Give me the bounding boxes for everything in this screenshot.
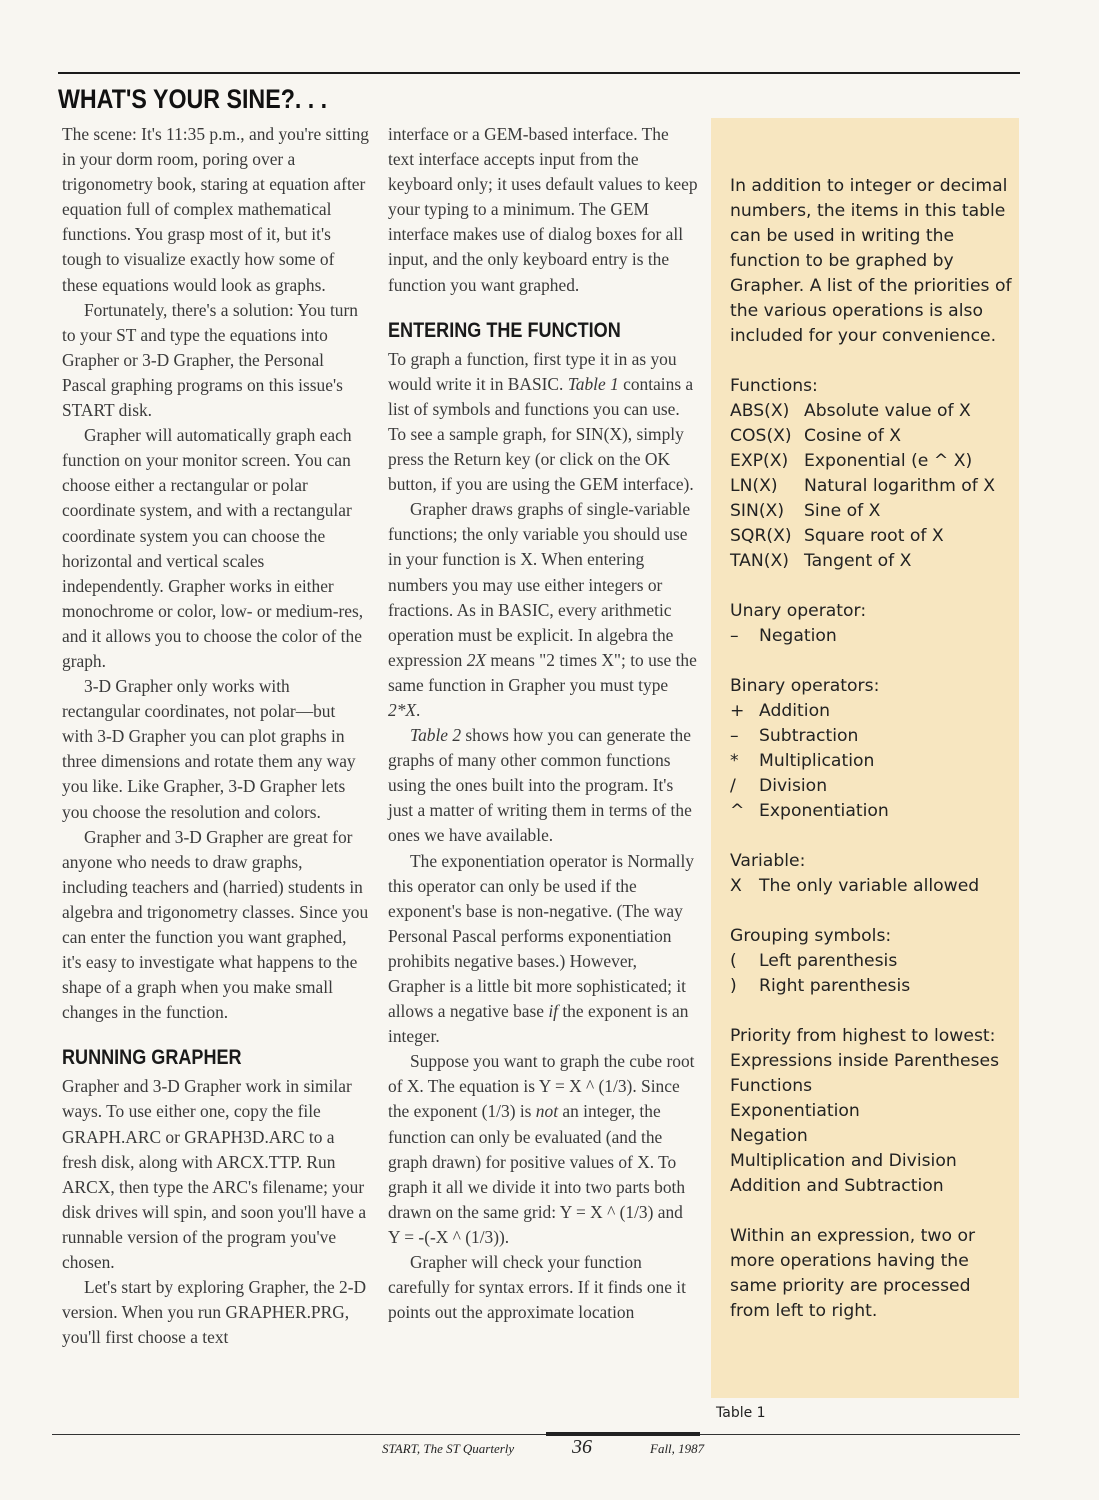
row-key: ) (730, 976, 737, 996)
grouping-label: Grouping symbols: (730, 926, 892, 946)
variable-symbol: X (730, 876, 742, 896)
binary-list (730, 699, 1015, 824)
row-description: Sine of X (804, 501, 881, 521)
row-description: Exponential (e ^ X) (804, 451, 973, 471)
row-key: – (730, 626, 739, 646)
table-row (730, 799, 1015, 824)
row-key: / (730, 776, 736, 796)
paragraph: The exponentiation operator is Normally this operator can only be used if the exponent's base is non-negative. (The way Personal Pascal performs exponentiation prohibits negative bases.) However, Grapher is a little bit more sophisticated; it allows a negative base if the exponent is an integer. (388, 850, 694, 1047)
priority-item: Exponentiation (730, 1101, 860, 1121)
priority-item: Addition and Subtraction (730, 1176, 944, 1196)
row-description: Addition (759, 701, 830, 721)
row-key: SQR(X) (730, 526, 792, 546)
row-key: TAN(X) (730, 551, 789, 571)
table-row (730, 749, 1015, 774)
table-row (730, 624, 1015, 649)
table-row (730, 449, 1015, 474)
paragraph: interface or a GEM-based interface. The text interface accepts input from the keyboard only; it uses default values to keep your typing to a minimum. The GEM interface makes use of dialog boxes for all input, and the only keyboard entry is the function you want graphed. (388, 124, 698, 295)
table-1-content (730, 174, 1015, 1324)
table-row (730, 474, 1015, 499)
functions-list (730, 399, 1015, 574)
variable-label: Variable: (730, 851, 806, 871)
row-description: Multiplication (759, 751, 875, 771)
row-description: Division (759, 776, 828, 796)
unary-list (730, 624, 1015, 649)
page-number: 36 (572, 1436, 592, 1458)
paragraph: Grapher and 3-D Grapher are great for anyone who needs to draw graphs, including teachers and (harried) students in algebra and trigonometry classes. Since you can enter the function you want graphed, it's easy to investigate what happens to the shape of a graph when you make small changes in the function. (62, 826, 369, 1023)
table-intro: In addition to integer or decimal numbers, the items in this table can be used in writing the function to be graphed by Grapher. A list of the priorities of the various operations is also included for your convenience. (730, 176, 1012, 346)
paragraph: Grapher will automatically graph each function on your monitor screen. You can choose either a rectangular or polar coordinate system, and with a rectangular coordinate system you can choose the horizontal and vertical scales independently. Grapher works in either monochrome or color, low- or medium-res, and it allows you to choose the color of the graph. (62, 425, 364, 671)
table-row (730, 499, 1015, 524)
variable-row (730, 874, 1015, 899)
table-row (730, 524, 1015, 549)
variable-description: The only variable allowed (759, 876, 980, 896)
table-row (730, 949, 1015, 974)
text-column-1 (62, 122, 370, 1350)
row-key: LN(X) (730, 476, 778, 496)
table-row (730, 974, 1015, 999)
row-description: Right parenthesis (759, 976, 911, 996)
row-description: Subtraction (759, 726, 859, 746)
paragraph: Grapher draws graphs of single-variable functions; the only variable you should use in your function is X. When entering numbers you may use either integers or fractions. As in BASIC, every arithmetic operation must be explicit. In algebra the expression 2X means "2 times X"; to use the same function in Grapher you must type 2*X. (388, 499, 697, 720)
priority-item: Functions (730, 1076, 813, 1096)
priority-label: Priority from highest to lowest: (730, 1026, 996, 1046)
grouping-list (730, 949, 1015, 999)
priority-item: Multiplication and Division (730, 1151, 957, 1171)
paragraph: Grapher will check your function carefully for syntax errors. If it finds one it points out the approximate location (388, 1252, 686, 1323)
table-row (730, 399, 1015, 424)
row-key: * (730, 751, 739, 771)
paragraph: 3-D Grapher only works with rectangular coordinates, not polar—but with 3-D Grapher you can plot graphs in three dimensions and rotate them any way you like. Like Grapher, 3-D Grapher lets you choose the resolution and colors. (62, 676, 356, 822)
table-row (730, 424, 1015, 449)
row-key: ( (730, 951, 737, 971)
top-rule (58, 72, 1020, 74)
article-title: WHAT'S YOUR SINE?. . . (58, 84, 328, 114)
priority-item: Negation (730, 1126, 808, 1146)
row-key: COS(X) (730, 426, 792, 446)
footer-rule-accent (546, 1432, 700, 1436)
text-column-2 (388, 122, 698, 1325)
row-description: Negation (759, 626, 837, 646)
row-description: Cosine of X (804, 426, 901, 446)
row-description: Square root of X (804, 526, 944, 546)
footer-publication: START, The ST Quarterly (382, 1441, 515, 1456)
table-caption: Table 1 (716, 1405, 766, 1421)
priority-list (730, 1049, 1015, 1199)
priority-item: Expressions inside Parentheses (730, 1051, 1000, 1071)
paragraph: Table 2 shows how you can generate the graphs of many other common functions using the ones built into the program. It's just a matter of writing them in terms of the ones we have available. (388, 725, 692, 846)
paragraph: Let's start by exploring Grapher, the 2-D version. When you run GRAPHER.PRG, you'll first choose a text (62, 1277, 367, 1348)
row-description: Absolute value of X (804, 401, 971, 421)
paragraph: Suppose you want to graph the cube root of X. The equation is Y = X ^ (1/3). Since the exponent (1/3) is not an integer, the function can only be evaluated (and the graph drawn) for positive values of X. To graph it all we divide it into two parts both drawn on the same grid: Y = X ^ (1/3) and Y = -(-X ^ (1/3)). (388, 1051, 695, 1247)
table-row (730, 724, 1015, 749)
footer-rule (52, 1434, 1020, 1435)
row-description: Left parenthesis (759, 951, 898, 971)
row-key: EXP(X) (730, 451, 789, 471)
paragraph: The scene: It's 11:35 p.m., and you're sitting in your dorm room, poring over a trigonometry book, staring at equation after equation full of complex mathematical functions. You grasp most of it, but it's tough to visualize exactly how some of these equations would look as graphs. (62, 124, 370, 295)
row-description: Natural logarithm of X (804, 476, 996, 496)
paragraph: To graph a function, first type it in as you would write it in BASIC. Table 1 contains a list of symbols and functions you can use. To see a sample graph, for SIN(X), simply press the Return key (or click on the OK button, if you are using the GEM interface). (388, 348, 694, 495)
row-key: – (730, 726, 739, 746)
row-description: Exponentiation (759, 801, 889, 821)
footer-date: Fall, 1987 (650, 1441, 705, 1456)
section-heading: RUNNING GRAPHER (62, 1046, 242, 1070)
table-closing-note: Within an expression, two or more operations having the same priority are processed from left to right. (730, 1226, 976, 1321)
row-description: Tangent of X (804, 551, 912, 571)
paragraph: Grapher and 3-D Grapher work in similar ways. To use either one, copy the file GRAPH.ARC or GRAPH3D.ARC to a fresh disk, along with ARCX.TTP. Run ARCX, then type the ARC's filename; your disk drives will spin, and soon you'll have a runnable version of the program you've chosen. (62, 1076, 367, 1273)
row-key: SIN(X) (730, 501, 785, 521)
section-heading: ENTERING THE FUNCTION (388, 318, 621, 342)
binary-label: Binary operators: (730, 676, 880, 696)
table-row (730, 699, 1015, 724)
table-row (730, 549, 1015, 574)
row-key: ABS(X) (730, 401, 790, 421)
table-row (730, 774, 1015, 799)
row-key: + (730, 701, 745, 721)
functions-label: Functions: (730, 376, 818, 396)
row-key: ^ (730, 801, 745, 821)
paragraph: Fortunately, there's a solution: You turn to your ST and type the equations into Grapher or 3-D Grapher, the Personal Pascal graphing programs on this issue's START disk. (62, 299, 358, 421)
unary-label: Unary operator: (730, 601, 867, 621)
